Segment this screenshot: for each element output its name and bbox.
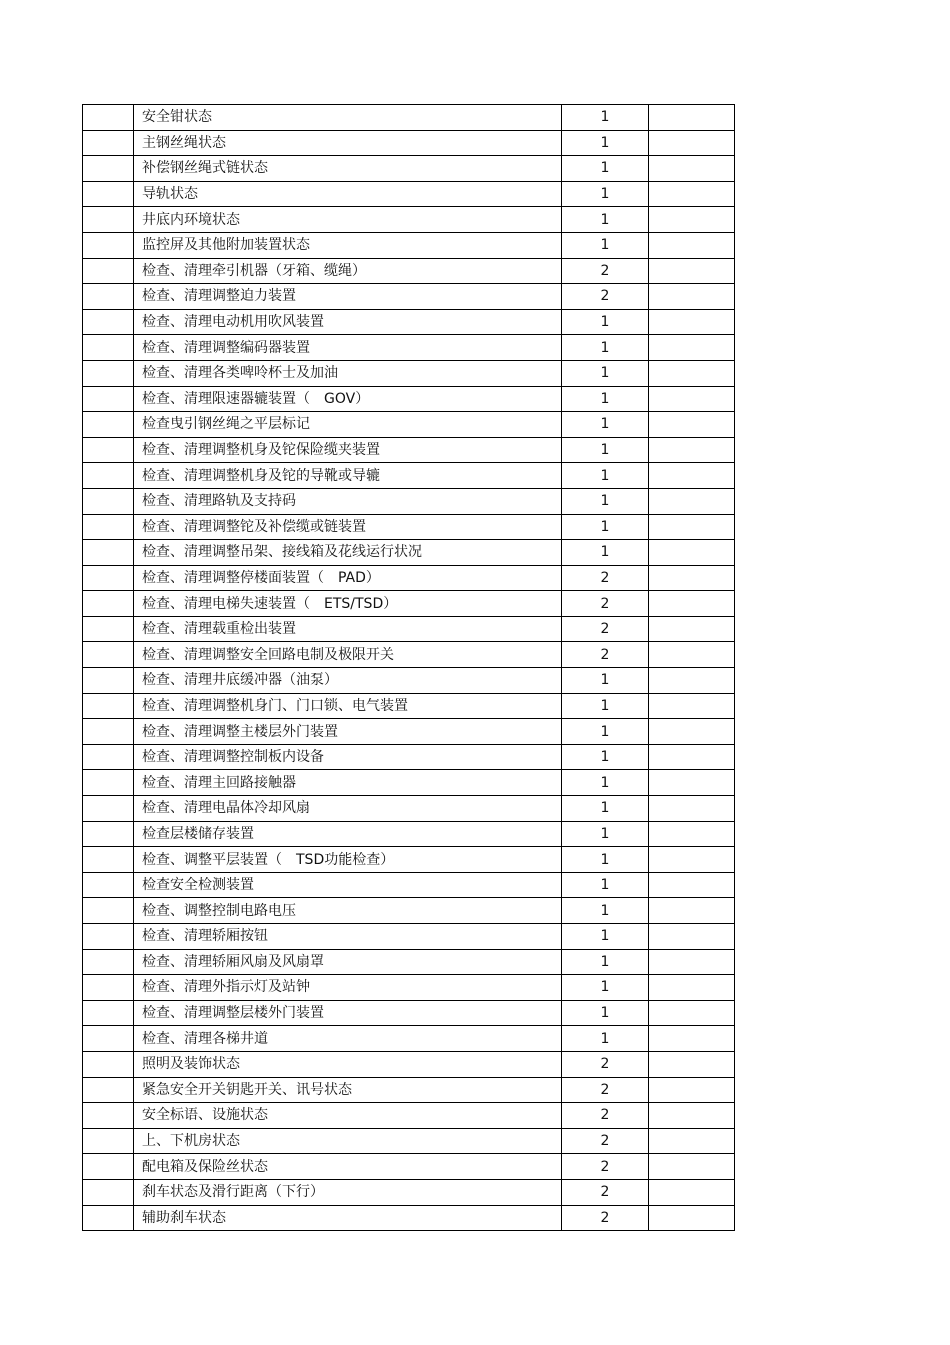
item-cell: 井底内环境状态 (134, 207, 562, 233)
item-cell: 检查、清理外指示灯及站钟 (134, 975, 562, 1001)
note-cell (649, 1154, 735, 1180)
count-cell: 1 (562, 821, 649, 847)
count-cell: 2 (562, 1103, 649, 1129)
note-cell (649, 156, 735, 182)
item-cell: 检查、清理调整机身门、门口锁、电气装置 (134, 693, 562, 719)
blank-cell (83, 309, 134, 335)
item-cell: 检查、清理各类啤呤杯士及加油 (134, 360, 562, 386)
count-cell: 1 (562, 719, 649, 745)
count-cell: 1 (562, 386, 649, 412)
blank-cell (83, 463, 134, 489)
count-cell: 1 (562, 847, 649, 873)
blank-cell (83, 668, 134, 694)
count-cell: 1 (562, 437, 649, 463)
blank-cell (83, 105, 134, 131)
note-cell (649, 872, 735, 898)
count-cell: 1 (562, 488, 649, 514)
table-row (83, 360, 735, 386)
note-cell (649, 642, 735, 668)
table-row (83, 642, 735, 668)
table-row (83, 693, 735, 719)
blank-cell (83, 1077, 134, 1103)
table-row (83, 616, 735, 642)
note-cell (649, 514, 735, 540)
item-cell: 检查、清理调整层楼外门装置 (134, 1000, 562, 1026)
count-cell: 2 (562, 1154, 649, 1180)
count-cell: 1 (562, 130, 649, 156)
blank-cell (83, 360, 134, 386)
note-cell (649, 232, 735, 258)
blank-cell (83, 642, 134, 668)
item-cell: 检查、清理调整安全回路电制及极限开关 (134, 642, 562, 668)
table-row (83, 488, 735, 514)
note-cell (649, 1051, 735, 1077)
table-row (83, 514, 735, 540)
count-cell: 1 (562, 796, 649, 822)
table-row (83, 1077, 735, 1103)
blank-cell (83, 821, 134, 847)
blank-cell (83, 232, 134, 258)
blank-cell (83, 1000, 134, 1026)
table-row (83, 1205, 735, 1231)
item-cell: 补偿钢丝绳式链状态 (134, 156, 562, 182)
table-row (83, 1051, 735, 1077)
note-cell (649, 898, 735, 924)
count-cell: 2 (562, 616, 649, 642)
table-row (83, 130, 735, 156)
note-cell (649, 360, 735, 386)
note-cell (649, 591, 735, 617)
blank-cell (83, 207, 134, 233)
count-cell: 2 (562, 1051, 649, 1077)
item-cell: 检查、清理调整吊架、接线箱及花线运行状况 (134, 540, 562, 566)
note-cell (649, 1205, 735, 1231)
count-cell: 1 (562, 540, 649, 566)
note-cell (649, 1026, 735, 1052)
item-cell: 检查层楼储存装置 (134, 821, 562, 847)
table-row (83, 105, 735, 131)
table-row (83, 744, 735, 770)
count-cell: 1 (562, 1026, 649, 1052)
blank-cell (83, 181, 134, 207)
blank-cell (83, 693, 134, 719)
item-cell: 检查、清理牵引机器（牙箱、缆绳） (134, 258, 562, 284)
count-cell: 2 (562, 1179, 649, 1205)
table-row (83, 258, 735, 284)
table-row (83, 898, 735, 924)
item-cell: 检查、清理限速器辘装置（ GOV） (134, 386, 562, 412)
note-cell (649, 1000, 735, 1026)
note-cell (649, 1179, 735, 1205)
blank-cell (83, 1179, 134, 1205)
count-cell: 1 (562, 181, 649, 207)
blank-cell (83, 437, 134, 463)
note-cell (649, 847, 735, 873)
blank-cell (83, 514, 134, 540)
item-cell: 检查安全检测装置 (134, 872, 562, 898)
count-cell: 2 (562, 258, 649, 284)
table-row (83, 668, 735, 694)
blank-cell (83, 1154, 134, 1180)
blank-cell (83, 1103, 134, 1129)
note-cell (649, 693, 735, 719)
note-cell (649, 386, 735, 412)
note-cell (649, 1103, 735, 1129)
item-cell: 检查、清理调整铊及补偿缆或链装置 (134, 514, 562, 540)
item-cell: 检查、调整平层装置（ TSD功能检查） (134, 847, 562, 873)
table-row (83, 181, 735, 207)
blank-cell (83, 616, 134, 642)
count-cell: 2 (562, 1128, 649, 1154)
blank-cell (83, 284, 134, 310)
blank-cell (83, 591, 134, 617)
table-row (83, 232, 735, 258)
maintenance-checklist-table (82, 104, 735, 1231)
table-row (83, 437, 735, 463)
count-cell: 1 (562, 668, 649, 694)
item-cell: 检查、清理调整停楼面装置（ PAD） (134, 565, 562, 591)
item-cell: 监控屏及其他附加装置状态 (134, 232, 562, 258)
table-row (83, 1103, 735, 1129)
count-cell: 2 (562, 284, 649, 310)
note-cell (649, 105, 735, 131)
item-cell: 检查、清理主回路接触器 (134, 770, 562, 796)
note-cell (649, 949, 735, 975)
table-row (83, 386, 735, 412)
blank-cell (83, 130, 134, 156)
note-cell (649, 309, 735, 335)
item-cell: 检查、清理各梯井道 (134, 1026, 562, 1052)
note-cell (649, 335, 735, 361)
table-row (83, 847, 735, 873)
table-row (83, 284, 735, 310)
count-cell: 1 (562, 924, 649, 950)
item-cell: 检查、清理电梯失速装置（ ETS/TSD） (134, 591, 562, 617)
item-cell: 安全钳状态 (134, 105, 562, 131)
blank-cell (83, 924, 134, 950)
note-cell (649, 207, 735, 233)
note-cell (649, 412, 735, 438)
table-row (83, 1026, 735, 1052)
note-cell (649, 488, 735, 514)
table-row (83, 412, 735, 438)
table-row (83, 1179, 735, 1205)
blank-cell (83, 796, 134, 822)
count-cell: 1 (562, 693, 649, 719)
table-row (83, 207, 735, 233)
blank-cell (83, 335, 134, 361)
table-row (83, 540, 735, 566)
blank-cell (83, 1205, 134, 1231)
item-cell: 主钢丝绳状态 (134, 130, 562, 156)
table-row (83, 565, 735, 591)
note-cell (649, 924, 735, 950)
note-cell (649, 719, 735, 745)
note-cell (649, 284, 735, 310)
item-cell: 照明及装饰状态 (134, 1051, 562, 1077)
blank-cell (83, 898, 134, 924)
table-row (83, 335, 735, 361)
note-cell (649, 770, 735, 796)
item-cell: 检查、清理调整控制板内设备 (134, 744, 562, 770)
table-row (83, 872, 735, 898)
blank-cell (83, 1051, 134, 1077)
item-cell: 检查、清理轿厢按钮 (134, 924, 562, 950)
item-cell: 辅助刹车状态 (134, 1205, 562, 1231)
item-cell: 安全标语、设施状态 (134, 1103, 562, 1129)
blank-cell (83, 847, 134, 873)
blank-cell (83, 1128, 134, 1154)
note-cell (649, 1128, 735, 1154)
count-cell: 1 (562, 232, 649, 258)
table-row (83, 1000, 735, 1026)
item-cell: 检查、清理载重检出装置 (134, 616, 562, 642)
item-cell: 刹车状态及滑行距离（下行） (134, 1179, 562, 1205)
item-cell: 检查、清理路轨及支持码 (134, 488, 562, 514)
note-cell (649, 668, 735, 694)
blank-cell (83, 744, 134, 770)
count-cell: 2 (562, 1205, 649, 1231)
blank-cell (83, 540, 134, 566)
note-cell (649, 1077, 735, 1103)
count-cell: 1 (562, 1000, 649, 1026)
item-cell: 上、下机房状态 (134, 1128, 562, 1154)
note-cell (649, 463, 735, 489)
count-cell: 2 (562, 1077, 649, 1103)
count-cell: 1 (562, 514, 649, 540)
note-cell (649, 258, 735, 284)
item-cell: 检查、清理调整迫力装置 (134, 284, 562, 310)
checklist-body (83, 105, 735, 1231)
count-cell: 2 (562, 591, 649, 617)
count-cell: 1 (562, 156, 649, 182)
table-row (83, 770, 735, 796)
blank-cell (83, 386, 134, 412)
note-cell (649, 796, 735, 822)
table-row (83, 1154, 735, 1180)
count-cell: 1 (562, 105, 649, 131)
count-cell: 1 (562, 309, 649, 335)
note-cell (649, 437, 735, 463)
count-cell: 2 (562, 565, 649, 591)
item-cell: 检查曳引钢丝绳之平层标记 (134, 412, 562, 438)
note-cell (649, 744, 735, 770)
count-cell: 1 (562, 770, 649, 796)
note-cell (649, 565, 735, 591)
item-cell: 检查、清理电动机用吹风装置 (134, 309, 562, 335)
table-row (83, 949, 735, 975)
note-cell (649, 181, 735, 207)
item-cell: 检查、清理调整编码器装置 (134, 335, 562, 361)
blank-cell (83, 412, 134, 438)
blank-cell (83, 258, 134, 284)
item-cell: 检查、调整控制电路电压 (134, 898, 562, 924)
item-cell: 配电箱及保险丝状态 (134, 1154, 562, 1180)
table-row (83, 591, 735, 617)
blank-cell (83, 565, 134, 591)
blank-cell (83, 770, 134, 796)
blank-cell (83, 975, 134, 1001)
count-cell: 1 (562, 949, 649, 975)
blank-cell (83, 949, 134, 975)
blank-cell (83, 1026, 134, 1052)
table-row (83, 719, 735, 745)
note-cell (649, 616, 735, 642)
count-cell: 1 (562, 744, 649, 770)
table-row (83, 1128, 735, 1154)
note-cell (649, 821, 735, 847)
item-cell: 检查、清理调整机身及铊保险缆夹装置 (134, 437, 562, 463)
item-cell: 紧急安全开关钥匙开关、讯号状态 (134, 1077, 562, 1103)
count-cell: 1 (562, 360, 649, 386)
table-row (83, 796, 735, 822)
table-row (83, 821, 735, 847)
count-cell: 1 (562, 207, 649, 233)
count-cell: 1 (562, 412, 649, 438)
count-cell: 1 (562, 335, 649, 361)
count-cell: 1 (562, 872, 649, 898)
count-cell: 1 (562, 898, 649, 924)
blank-cell (83, 156, 134, 182)
blank-cell (83, 488, 134, 514)
note-cell (649, 540, 735, 566)
item-cell: 检查、清理调整主楼层外门装置 (134, 719, 562, 745)
item-cell: 检查、清理轿厢风扇及风扇罩 (134, 949, 562, 975)
note-cell (649, 130, 735, 156)
table-row (83, 975, 735, 1001)
blank-cell (83, 872, 134, 898)
note-cell (649, 975, 735, 1001)
item-cell: 检查、清理调整机身及铊的导靴或导辘 (134, 463, 562, 489)
count-cell: 1 (562, 975, 649, 1001)
table-row (83, 156, 735, 182)
table-row (83, 924, 735, 950)
blank-cell (83, 719, 134, 745)
item-cell: 导轨状态 (134, 181, 562, 207)
table-row (83, 463, 735, 489)
table-row (83, 309, 735, 335)
count-cell: 1 (562, 463, 649, 489)
item-cell: 检查、清理电晶体冷却风扇 (134, 796, 562, 822)
count-cell: 2 (562, 642, 649, 668)
item-cell: 检查、清理井底缓冲器（油泵） (134, 668, 562, 694)
